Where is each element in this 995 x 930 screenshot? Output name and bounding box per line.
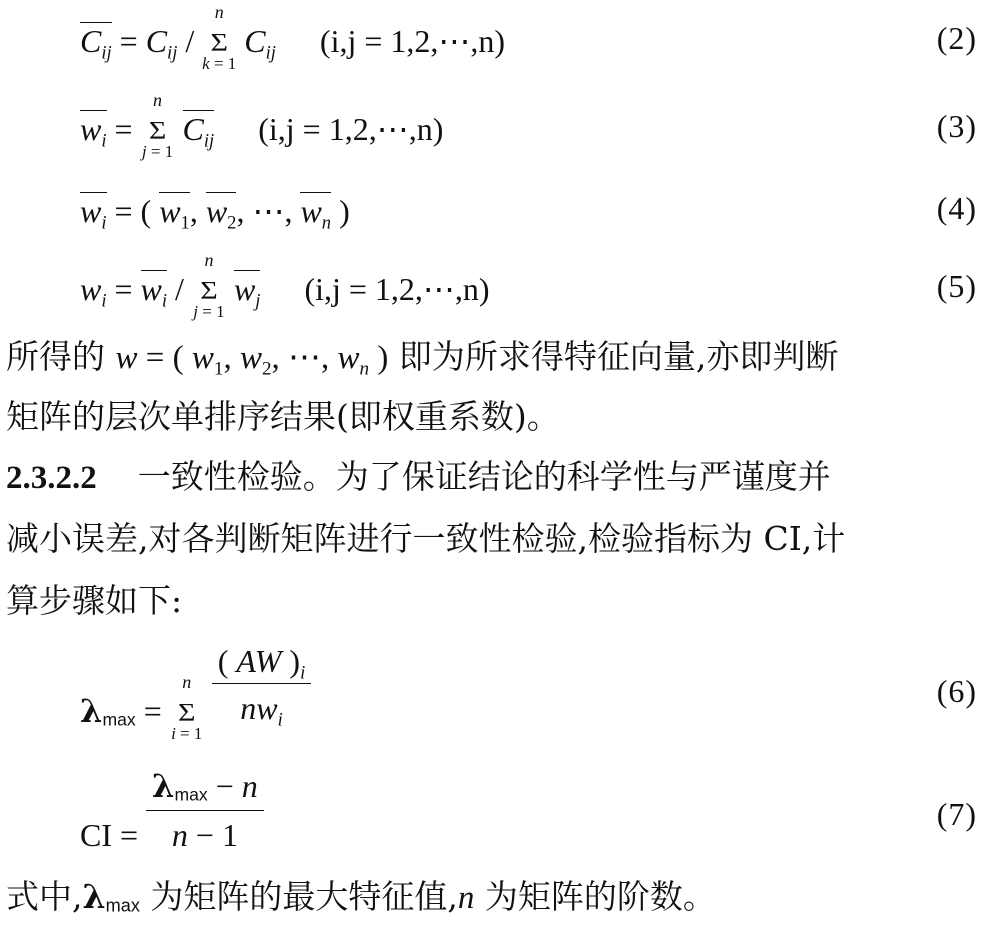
section-line-2: 减小误差,对各判断矩阵进行一致性检验,检验指标为 CI,计 xyxy=(6,519,846,558)
paragraph-eigenvector-line-2: 矩阵的层次单排序结果(即权重系数)。 xyxy=(6,397,560,436)
equation-2-range: (i,j = 1,2,⋯,n) xyxy=(319,23,506,59)
equation-2-body: $C_{ij} = C_{ij}$ / n Σ k = 1 $C_{ij}$ (i,j = 1,2,⋯,n) xyxy=(80,2,506,73)
equation-2-number: (2) xyxy=(936,20,977,56)
equation-6-number: (6) xyxy=(936,673,977,709)
equation-5-range: (i,j = 1,2,⋯,n) xyxy=(304,271,490,307)
equation-4-number: (4) xyxy=(936,190,977,226)
equation-7-number: (7) xyxy=(936,796,977,832)
equation-5-body: $w_i = w_i$ / n Σ j = 1 $w_j$ (i,j = 1,2,⋯,n) xyxy=(80,250,490,321)
final-text-a: 式中, xyxy=(6,877,83,916)
equation-5-number: (5) xyxy=(936,268,977,304)
final-sentence xyxy=(6,877,991,916)
equation-7-body: CI = $\frac{\lambda\max - n}{n - 1}$ xyxy=(80,770,264,851)
final-text-b: 为矩阵的最大特征值, xyxy=(150,877,458,916)
inline-n: n xyxy=(457,880,475,916)
equation-3-range: (i,j = 1,2,⋯,n) xyxy=(258,111,444,147)
section-line-3: 算步骤如下: xyxy=(6,581,183,620)
section-text: 一致性检验。为了保证结论的科学性与严谨度并 xyxy=(137,457,831,496)
inline-formula-w: w = ( $w_1$, $w_2$, ⋯, $w_n$ ) xyxy=(115,340,389,380)
section-number: 2.3.2.2 xyxy=(6,460,97,496)
equation-3-number: (3) xyxy=(936,108,977,144)
inline-lambda-max: λmax xyxy=(82,877,140,916)
paragraph-text: 即为所求得特征向量,亦即判断 xyxy=(398,337,839,376)
equation-6-body: λmax = n Σ i = 1 $\frac{( AW )_i}{nw_i}$ xyxy=(80,645,311,724)
equation-4-body: $w_i$ = ( $w_1$, $w_2$, ⋯, $w_n$ ) xyxy=(80,193,350,234)
section-heading-line xyxy=(6,457,991,496)
paragraph-text: 所得的 xyxy=(6,337,105,376)
final-text-c: 为矩阵的阶数。 xyxy=(484,877,716,916)
equation-3-body: $w_i$ = n Σ j = 1 $C_{ij}$ (i,j = 1,2,⋯,n) xyxy=(80,90,444,161)
paragraph-eigenvector-line-1 xyxy=(6,337,991,380)
